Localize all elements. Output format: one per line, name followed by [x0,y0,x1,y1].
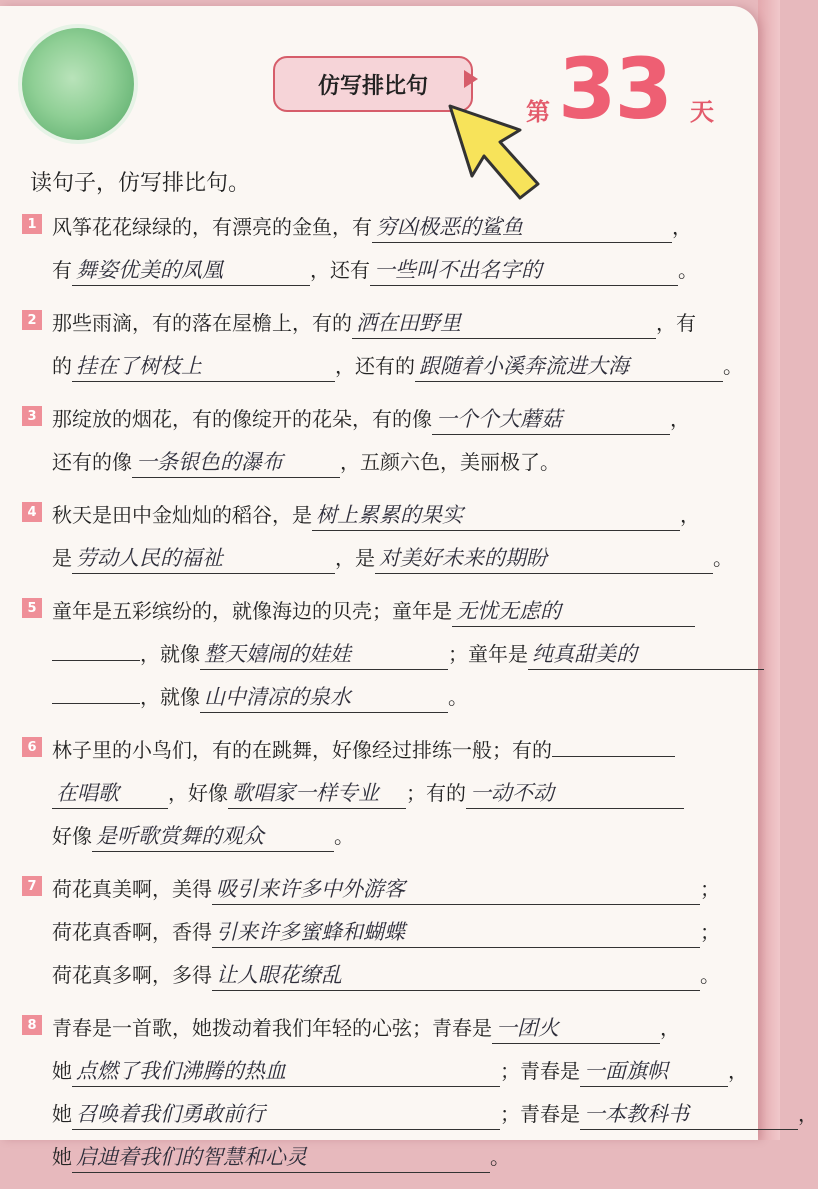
answer-blank[interactable]: 整天嬉闹的娃娃 [200,639,448,670]
answer-blank[interactable]: 吸引来许多中外游客 [212,874,700,905]
sentence-text: 她 [52,1059,72,1083]
sentence-text: ， [798,1102,818,1126]
answer-blank[interactable]: 一动不动 [466,778,684,809]
day-number: 33 [558,40,671,138]
page-edge [758,0,780,1140]
sentence-text: 的 [52,354,72,378]
answer-blank[interactable]: 劳动人民的福祉 [72,543,335,574]
sentence-text: ， [680,503,700,527]
exercise-item [22,868,757,997]
answer-blank[interactable] [52,703,140,704]
answer-blank[interactable]: 纯真甜美的 [528,639,764,670]
sentence-text: 那些雨滴，有的落在屋檐上，有的 [52,311,352,335]
day-suffix: 天 [690,97,714,126]
exercise-item [22,729,757,858]
sentence-line [52,1007,757,1050]
sentence-text: 风筝花花绿绿的，有漂亮的金鱼，有 [52,215,372,239]
exercise-item [22,494,757,580]
sentence-line [52,206,757,249]
sentence-text: 童年是五彩缤纷的，就像海边的贝壳；童年是 [52,599,452,623]
sentence-text: ，好像 [168,781,228,805]
sentence-line [52,249,757,292]
answer-blank[interactable]: 山中清凉的泉水 [200,682,448,713]
exercise-item [22,398,757,484]
sentence-text: 青春是一首歌，她拨动着我们年轻的心弦；青春是 [52,1016,492,1040]
exercise-number-badge: 2 [22,310,42,330]
sentence-line [52,1136,757,1179]
exercise-number-badge: 1 [22,214,42,234]
sentence-text: 荷花真香啊，香得 [52,920,212,944]
title-tail-icon [464,70,478,88]
answer-blank[interactable]: 在唱歌 [52,778,168,809]
sentence-text: 。 [713,546,733,570]
day-prefix: 第 [526,97,550,126]
sentence-line [52,398,757,441]
sentence-text: 荷花真美啊，美得 [52,877,212,901]
answer-blank[interactable]: 一本教科书 [580,1099,798,1130]
answer-blank[interactable] [552,756,675,757]
exercise-item [22,302,757,388]
sentence-text: ，还有的 [335,354,415,378]
instruction-text: 读句子，仿写排比句。 [30,171,251,196]
answer-blank[interactable]: 召唤着我们勇敢前行 [72,1099,500,1130]
exercise-number-badge: 8 [22,1015,42,1035]
answer-blank[interactable]: 是听歌赏舞的观众 [92,821,334,852]
exercise-number-badge: 4 [22,502,42,522]
sentence-line [52,345,757,388]
sentence-text: 。 [334,824,354,848]
answer-blank[interactable]: 穷凶极恶的鲨鱼 [372,212,672,243]
answer-blank[interactable]: 跟随着小溪奔流进大海 [415,351,723,382]
sentence-text: 。 [700,963,720,987]
sentence-line [52,1093,818,1136]
answer-blank[interactable]: 启迪着我们的智慧和心灵 [72,1142,490,1173]
answer-blank[interactable]: 对美好未来的期盼 [375,543,713,574]
sentence-line [52,676,757,719]
sentence-text: 。 [490,1145,510,1169]
answer-blank[interactable]: 让人眼花缭乱 [212,960,700,991]
exercise-item [22,590,757,719]
answer-blank[interactable] [52,660,140,661]
sentence-line [52,633,757,676]
sentence-text: ，是 [335,546,375,570]
answer-blank[interactable]: 树上累累的果实 [312,500,680,531]
answer-blank[interactable]: 引来许多蜜蜂和蝴蝶 [212,917,700,948]
answer-blank[interactable]: 一条银色的瀑布 [132,447,340,478]
sentence-line [52,772,757,815]
sentence-text: 。 [723,354,743,378]
sentence-text: 。 [448,685,468,709]
sentence-line [52,868,757,911]
exercise-number-badge: 6 [22,737,42,757]
sentence-line [52,954,757,997]
sentence-text: ；青春是 [500,1102,580,1126]
sentence-text: 秋天是田中金灿灿的稻谷，是 [52,503,312,527]
sentence-text: ， [728,1059,748,1083]
sentence-text: 荷花真多啊，多得 [52,963,212,987]
exercise-number-badge: 3 [22,406,42,426]
sentence-text: ； [700,920,720,944]
sentence-text: ，还有 [310,258,370,282]
sentence-text: ；童年是 [448,642,528,666]
sentence-line [52,494,757,537]
exercise-number-badge: 5 [22,598,42,618]
sentence-text: 有 [52,258,72,282]
answer-blank[interactable]: 一些叫不出名字的 [370,255,678,286]
sentence-text: 好像 [52,824,92,848]
sentence-text: ；青春是 [500,1059,580,1083]
answer-blank[interactable]: 点燃了我们沸腾的热血 [72,1056,500,1087]
sentence-text: 她 [52,1102,72,1126]
sentence-line [52,302,757,345]
answer-blank[interactable]: 歌唱家一样专业 [228,778,406,809]
sentence-text: ；有的 [406,781,466,805]
exercise-list [22,206,818,1189]
answer-blank[interactable]: 洒在田野里 [352,308,656,339]
sentence-line [52,537,757,580]
sentence-line [52,441,757,484]
answer-blank[interactable]: 舞姿优美的凤凰 [72,255,310,286]
sentence-text: 。 [678,258,698,282]
answer-blank[interactable]: 一个个大蘑菇 [432,404,670,435]
sentence-line [52,729,757,772]
sentence-line [52,1050,757,1093]
exercise-number-badge: 7 [22,876,42,896]
sentence-text: 还有的像 [52,450,132,474]
sentence-text: ； [700,877,720,901]
sentence-text: ， [660,1016,680,1040]
answer-blank[interactable]: 一团火 [492,1013,660,1044]
answer-blank[interactable]: 挂在了树枝上 [72,351,335,382]
sentence-text: 那绽放的烟花，有的像绽开的花朵，有的像 [52,407,432,431]
sentence-line [52,911,757,954]
answer-blank[interactable]: 无忧无虑的 [452,596,695,627]
sentence-text: 是 [52,546,72,570]
exercise-item [22,206,757,292]
sentence-line [52,590,757,633]
sentence-text: 林子里的小鸟们，有的在跳舞，好像经过排练一般；有的 [52,738,552,762]
workbook-page [0,6,818,1169]
sentence-text: ，就像 [140,642,200,666]
sentence-line [52,815,757,858]
sentence-text: ，有 [656,311,696,335]
sentence-text: ， [672,215,692,239]
sentence-text: ，五颜六色，美丽极了。 [340,450,560,474]
sentence-text: ， [670,407,690,431]
answer-blank[interactable]: 一面旗帜 [580,1056,728,1087]
sentence-text: 她 [52,1145,72,1169]
green-decoration-icon [22,28,134,140]
section-title: 仿写排比句 [273,56,473,112]
sentence-text: ，就像 [140,685,200,709]
exercise-item [22,1007,818,1179]
